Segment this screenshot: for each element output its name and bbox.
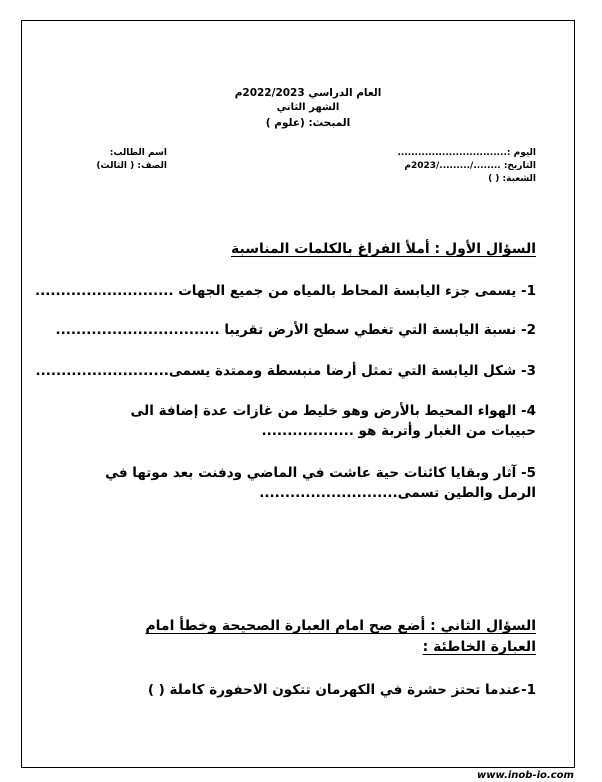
student-name-field: اسم الطالب:	[109, 148, 167, 158]
date-field: التاريخ: ......../........./2023م	[404, 161, 536, 171]
question1-title: السؤال الأول : أملأ الفراغ بالكلمات المناسبة	[231, 241, 536, 257]
question1-item-2: 2- نسبة اليابسة التي تغطي سطح الأرض تقريبا ................................	[55, 322, 536, 338]
day-field: اليوم :................................	[397, 148, 536, 158]
month-line: الشهر الثاني	[276, 102, 340, 113]
section-field: الشعبة: ( )	[488, 174, 536, 184]
question1-item-4: 4- الهواء المحيط بالأرض وهو خليط من غازات عدة إضافة الى حبيبات من الغبار وأتربة هو ..................	[130, 403, 536, 439]
question2-item-1: 1-عندما تحتز حشرة في الكهرمان تتكون الاحفورة كاملة ( )	[147, 682, 536, 698]
grade-field: الصف: ( الثالث)	[96, 161, 167, 171]
subject-line: المبحث: (علوم )	[265, 117, 351, 129]
question2-title: السؤال الثاني : أضع صح امام العبارة الصحيحة وخطأ امام العبارة الخاطئة :	[145, 618, 536, 655]
question1-item-5: 5- آثار وبقايا كائنات حية عاشت في الماضي ودفنت بعد موتها في الرمل والطين تسمى...........................	[105, 465, 536, 501]
question1-item-1: 1- يسمى جزء اليابسة المحاط بالمياه من جميع الجهات ...........................	[35, 283, 536, 299]
academic-year: العام الدراسي 2022/2023م	[234, 87, 382, 99]
footer-watermark: www.inob-io.com	[477, 770, 574, 781]
question1-item-3: 3- شكل اليابسة التي تمثل أرضا منبسطة وممتدة يسمى..........................	[35, 363, 536, 379]
